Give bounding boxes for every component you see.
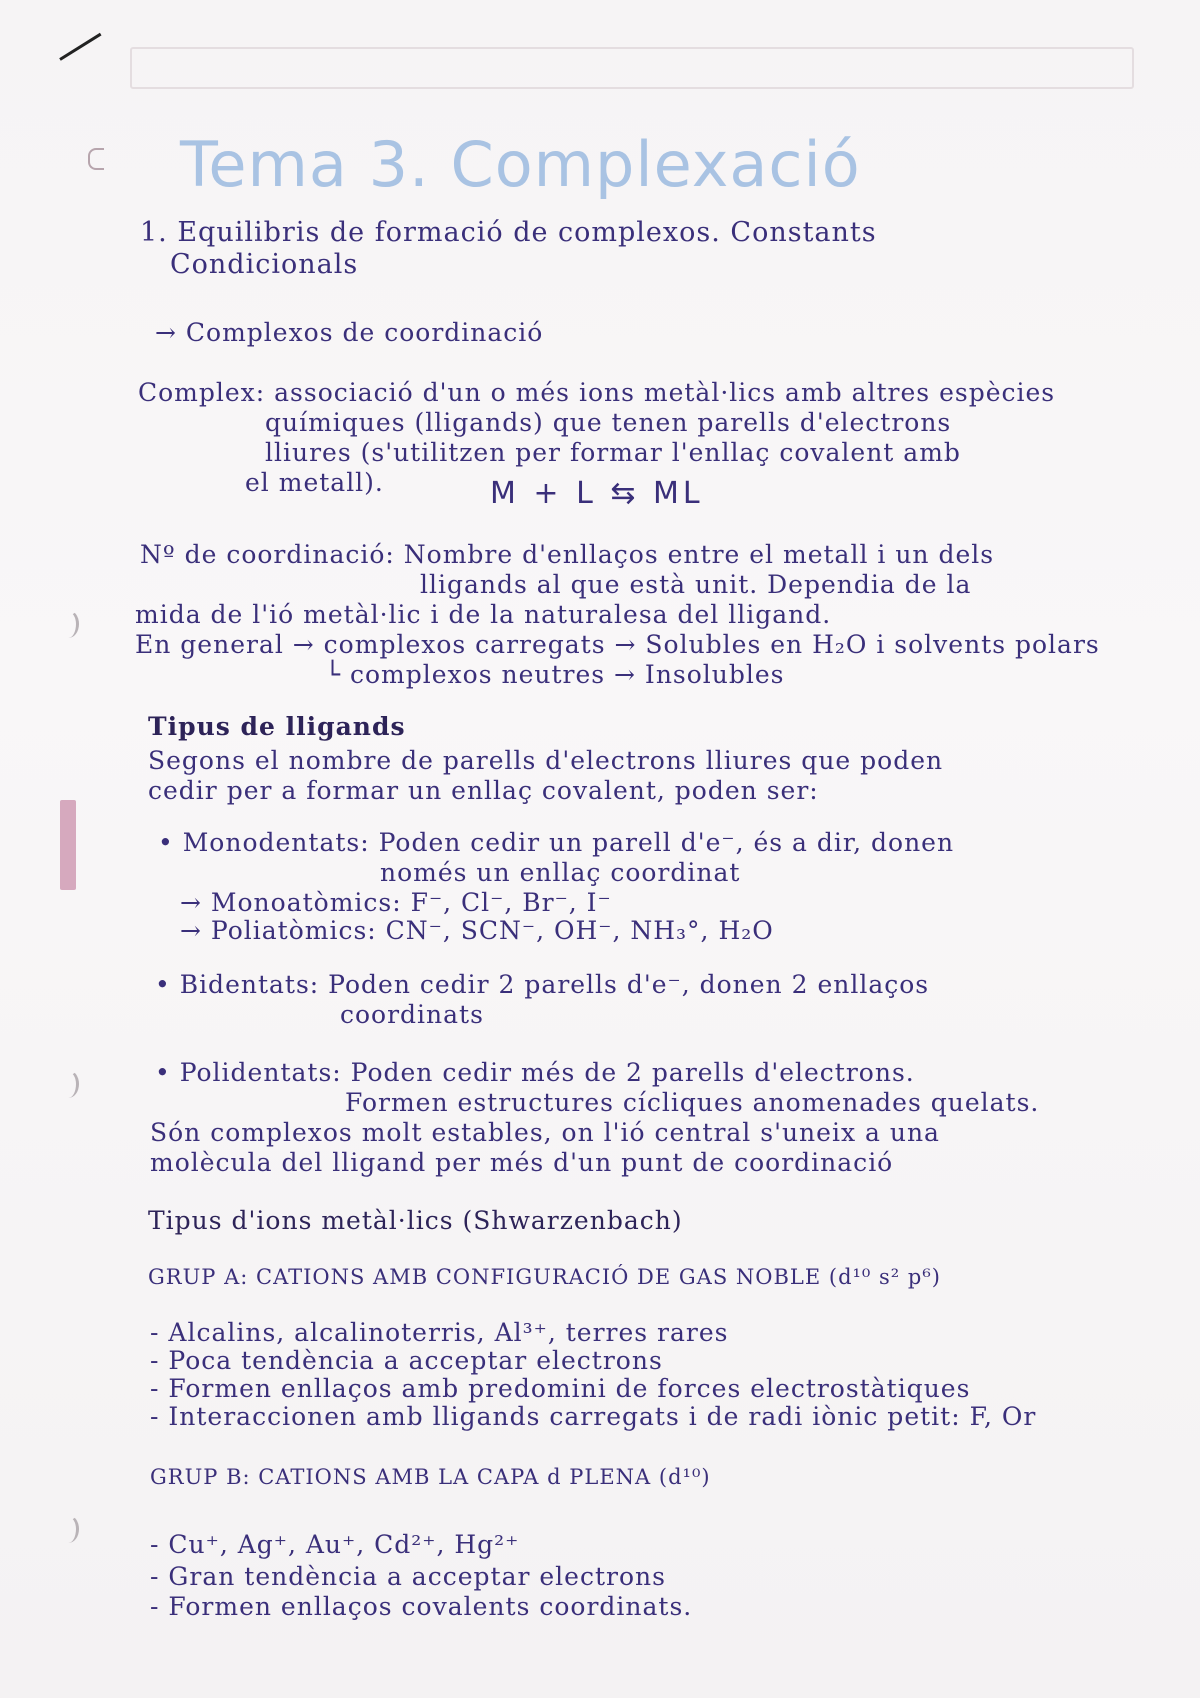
pen-mark <box>59 33 101 61</box>
monodentate-line: només un enllaç coordinat <box>380 858 741 887</box>
coord-line: └ complexos neutres → Insolubles <box>325 660 785 689</box>
tab-mark <box>88 148 104 170</box>
group-b-heading: GRUP B: CATIONS AMB LA CAPA d PLENA (d¹⁰) <box>150 1465 711 1489</box>
group-a-item: - Poca tendència a acceptar electrons <box>150 1346 663 1375</box>
complex-def-line: Complex: associació d'un o més ions metàl·lics amb altres espècies <box>138 378 1056 407</box>
bidentate-line: • Bidentats: Poden cedir 2 parells d'e⁻, donen 2 enllaços <box>155 970 930 999</box>
polydentate-line: molècula del lligand per més d'un punt de coordinació <box>150 1148 894 1177</box>
section-heading-cont: Condicionals <box>170 249 359 280</box>
complex-def-line: el metall). <box>245 468 384 497</box>
ligand-types-heading: Tipus de lligands <box>148 712 406 741</box>
page-title: Tema 3. Complexació <box>180 128 861 201</box>
margin-label <box>60 800 76 890</box>
coord-line: mida de l'ió metàl·lic i de la naturalesa del lligand. <box>135 600 832 629</box>
bidentate-line: coordinats <box>340 1000 484 1029</box>
group-a-item: - Formen enllaços amb predomini de forces electrostàtiques <box>150 1374 971 1403</box>
metal-ions-heading: Tipus d'ions metàl·lics (Shwarzenbach) <box>148 1206 683 1235</box>
subheading: → Complexos de coordinació <box>155 318 544 347</box>
group-a-item: - Interaccionen amb lligands carregats i de radi iònic petit: F, Or <box>150 1402 1037 1431</box>
group-b-item: - Cu⁺, Ag⁺, Au⁺, Cd²⁺, Hg²⁺ <box>150 1530 520 1559</box>
polydentate-line: • Polidentats: Poden cedir més de 2 parells d'electrons. <box>155 1058 915 1087</box>
equation: M + L ⇆ ML <box>490 476 704 511</box>
binder-hole <box>58 1515 79 1543</box>
complex-def-line: lliures (s'utilitzen per formar l'enllaç covalent amb <box>265 438 961 467</box>
binder-hole <box>58 610 79 638</box>
coord-line: lligands al que està unit. Dependia de la <box>420 570 972 599</box>
coord-line: En general → complexos carregats → Solubles en H₂O i solvents polars <box>135 630 1100 659</box>
group-a-item: - Alcalins, alcalinoterris, Al³⁺, terres rares <box>150 1318 729 1347</box>
monodentate-line: → Monoatòmics: F⁻, Cl⁻, Br⁻, I⁻ <box>180 888 612 917</box>
group-a-heading: GRUP A: CATIONS AMB CONFIGURACIÓ DE GAS NOBLE (d¹⁰ s² p⁶) <box>148 1265 941 1289</box>
monodentate-line: → Poliatòmics: CN⁻, SCN⁻, OH⁻, NH₃°, H₂O <box>180 916 774 945</box>
monodentate-line: • Monodentats: Poden cedir un parell d'e⁻, és a dir, donen <box>158 828 955 857</box>
binder-hole <box>58 1070 79 1098</box>
complex-def-line: químiques (lligands) que tenen parells d'electrons <box>265 408 952 437</box>
ligand-intro-line: cedir per a formar un enllaç covalent, poden ser: <box>148 776 819 805</box>
ligand-intro-line: Segons el nombre de parells d'electrons lliures que poden <box>148 746 944 775</box>
header-box <box>130 47 1134 89</box>
coord-line: Nº de coordinació: Nombre d'enllaços entre el metall i un dels <box>140 540 995 569</box>
polydentate-line: Formen estructures cícliques anomenades quelats. <box>345 1088 1040 1117</box>
group-b-item: - Formen enllaços covalents coordinats. <box>150 1592 693 1621</box>
group-b-item: - Gran tendència a acceptar electrons <box>150 1562 666 1591</box>
polydentate-line: Són complexos molt estables, on l'ió central s'uneix a una <box>150 1118 940 1147</box>
section-heading: 1. Equilibris de formació de complexos. Constants <box>140 217 877 248</box>
